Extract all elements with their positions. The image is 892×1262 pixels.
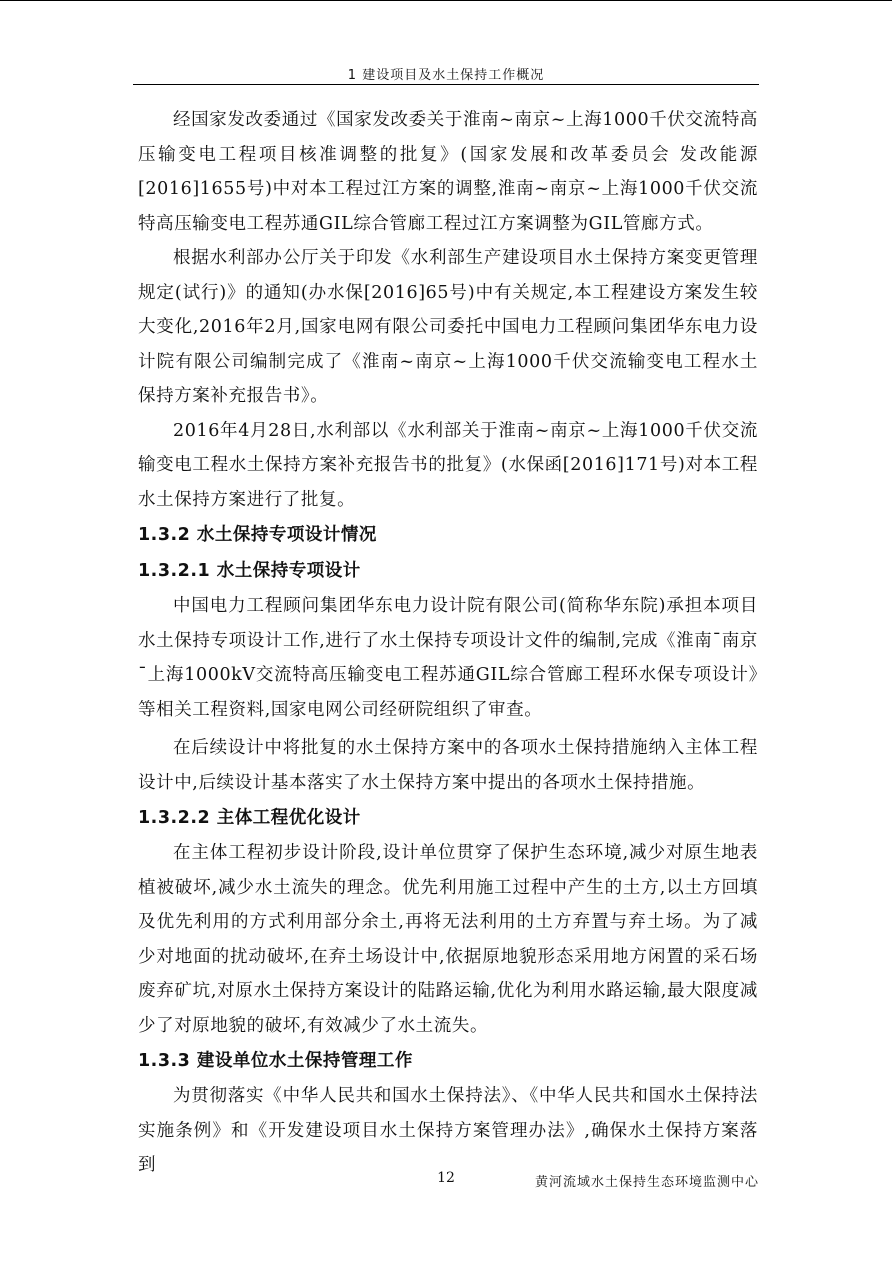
top-border-line (0, 0, 892, 1)
section-heading-1-3-2-2: 1.3.2.2 主体工程优化设计 (138, 808, 361, 828)
paragraph-gil-adjustment: 经国家发改委通过《国家发改委关于淮南~南京~上海1000千伏交流特高压输变电工程项目核准调整的批复》(国家发展和改革委员会 发改能源[2016]1655号)中对本工程过江方案的调整,淮南~南京~上海1000千伏交流特高压输变电工程苏通GIL综合管廊工程过江方案调整为GIL管廊方式。 (138, 110, 758, 234)
section-heading-1-3-2-1: 1.3.2.1 水土保持专项设计 (138, 561, 361, 581)
footer-organization: 黄河流域水土保持生态环境监测中心 (534, 1175, 759, 1190)
paragraph-special-design: 中国电力工程顾问集团华东电力设计院有限公司(简称华东院)承担本项目水土保持专项设计工作,进行了水土保持专项设计文件的编制,完成《淮南¯南京¯上海1000kV交流特高压输变电工程苏通GIL综合管廊工程环水保专项设计》等相关工程资料,国家电网公司经研院组织了审查。 (138, 596, 758, 720)
section-heading-1-3-3: 1.3.3 建设单位水土保持管理工作 (138, 1051, 413, 1071)
section-heading-1-3-2: 1.3.2 水土保持专项设计情况 (138, 525, 377, 545)
paragraph-management: 为贯彻落实《中华人民共和国水土保持法》、《中华人民共和国水土保持法实施条例》和《开发建设项目水土保持方案管理办法》,确保水土保持方案落到 (138, 1086, 758, 1175)
page-body (138, 103, 758, 1183)
paragraph-approval: 2016年4月28日,水利部以《水利部关于淮南~南京~上海1000千伏交流输变电工程水土保持方案补充报告书的批复》(水保函[2016]171号)对本工程水土保持方案进行了批复。 (138, 420, 758, 510)
paragraph-follow-up-design: 在后续设计中将批复的水土保持方案中的各项水土保持措施纳入主体工程设计中,后续设计基本落实了水土保持方案中提出的各项水土保持措施。 (138, 738, 758, 793)
paragraph-optimization: 在主体工程初步设计阶段,设计单位贯穿了保护生态环境,减少对原生地表植被破坏,减少水土流失的理念。优先利用施工过程中产生的土方,以土方回填及优先利用的方式利用部分余土,再将无法利用的土方弃置与弃土场。为了减少对地面的扰动破坏,在弃土场设计中,依据原地貌形态采用地方闲置的采石场废弃矿坑,对原水土保持方案设计的陆路运输,优化为利用水路运输,最大限度减少了对原地貌的破坏,有效减少了水土流失。 (138, 843, 758, 1036)
page-number: 12 (437, 1170, 455, 1186)
paragraph-plan-change: 根据水利部办公厅关于印发《水利部生产建设项目水土保持方案变更管理规定(试行)》的通知(办水保[2016]65号)中有关规定,本工程建设方案发生较大变化,2016年2月,国家电网有限公司委托中国电力工程顾问集团华东电力设计院有限公司编制完成了《淮南~南京~上海1000千伏交流输变电工程水土保持方案补充报告书》。 (138, 248, 758, 406)
header-rule (133, 84, 759, 85)
running-header: 1 建设项目及水土保持工作概况 (347, 68, 545, 83)
